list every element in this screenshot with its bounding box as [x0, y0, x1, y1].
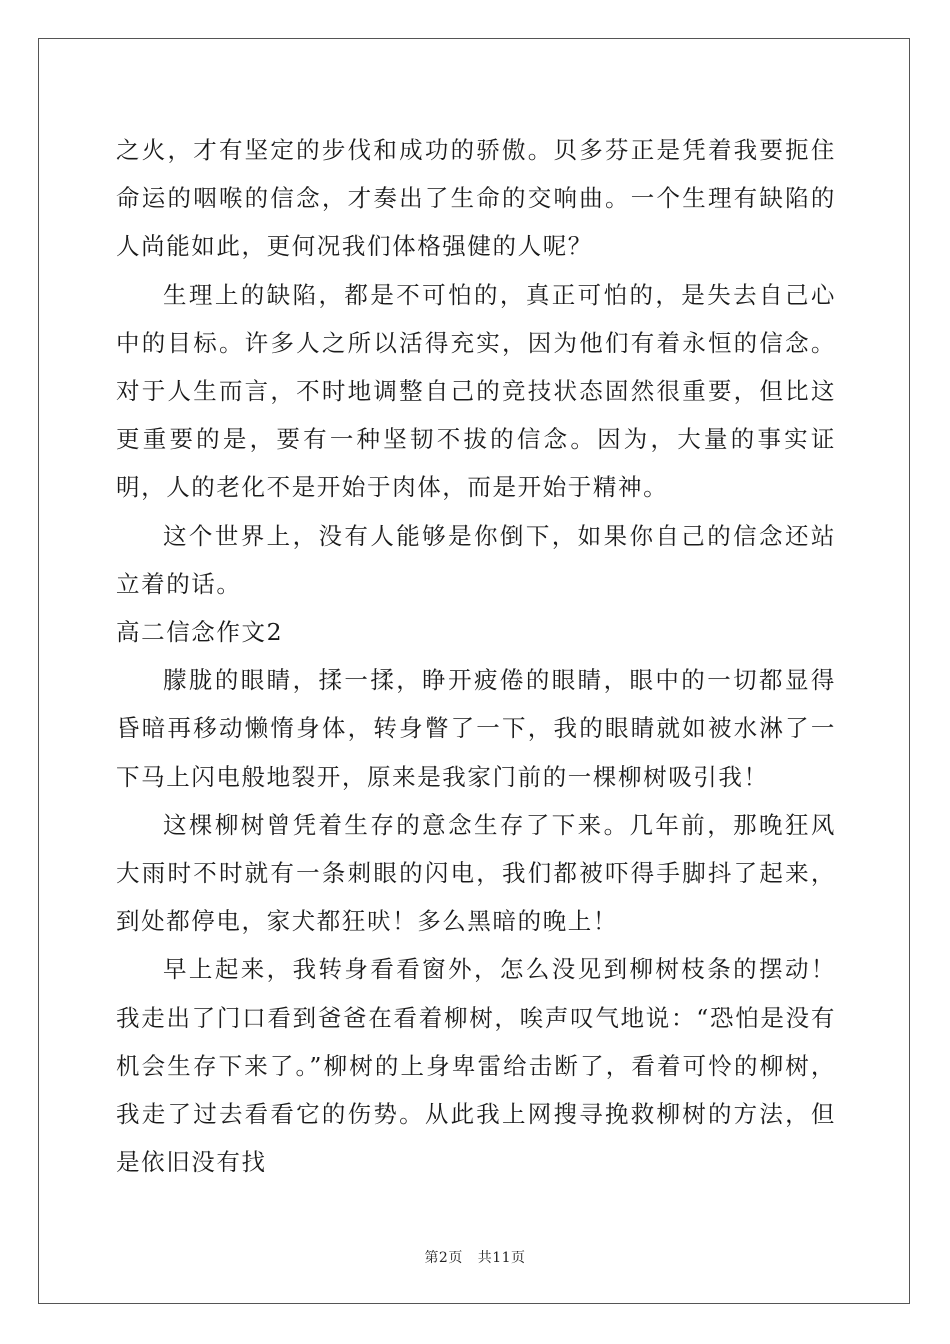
document-body — [116, 126, 836, 1186]
section-heading: 高二信念作文2 — [116, 618, 284, 647]
paragraph: 生理上的缺陷，都是不可怕的，真正可怕的，是失去自己心中的目标。许多人之所以活得充实，因为他们有着永恒的信念。对于人生而言，不时地调整自己的竞技状态固然很重要，但比这更重要的是，要有一种坚韧不拔的信念。因为，大量的事实证明，人的老化不是开始于肉体，而是开始于精神。 — [116, 280, 836, 502]
paragraph: 早上起来，我转身看看窗外，怎么没见到柳树枝条的摆动！我走出了门口看到爸爸在看着柳树，唉声叹气地说：“恐怕是没有机会生存下来了。”柳树的上身卑雷给击断了，看着可怜的柳树，我走了过去看看它的伤势。从此我上网搜寻挽救柳树的方法，但是依旧没有找 — [116, 955, 836, 1177]
paragraph: 之火，才有坚定的步伐和成功的骄傲。贝多芬正是凭着我要扼住命运的咽喉的信念，才奏出了生命的交响曲。一个生理有缺陷的人尚能如此，更何况我们体格强健的人呢？ — [116, 136, 836, 261]
paragraph: 这棵柳树曾凭着生存的意念生存了下来。几年前，那晚狂风大雨时不时就有一条刺眼的闪电，我们都被吓得手脚抖了起来，到处都停电，家犬都狂吠！多么黑暗的晚上！ — [116, 810, 836, 936]
page-footer — [0, 1247, 950, 1267]
page-number: 第2页 — [424, 1250, 463, 1266]
paragraph: 这个世界上，没有人能够是你倒下，如果你自己的信念还站立着的话。 — [116, 521, 836, 598]
paragraph: 朦胧的眼睛，揉一揉，睁开疲倦的眼睛，眼中的一切都显得昏暗再移动懒惰身体，转身瞥了一下，我的眼睛就如被水淋了一下马上闪电般地裂开，原来是我家门前的一棵柳树吸引我！ — [116, 666, 836, 791]
page-total: 共11页 — [477, 1250, 526, 1266]
